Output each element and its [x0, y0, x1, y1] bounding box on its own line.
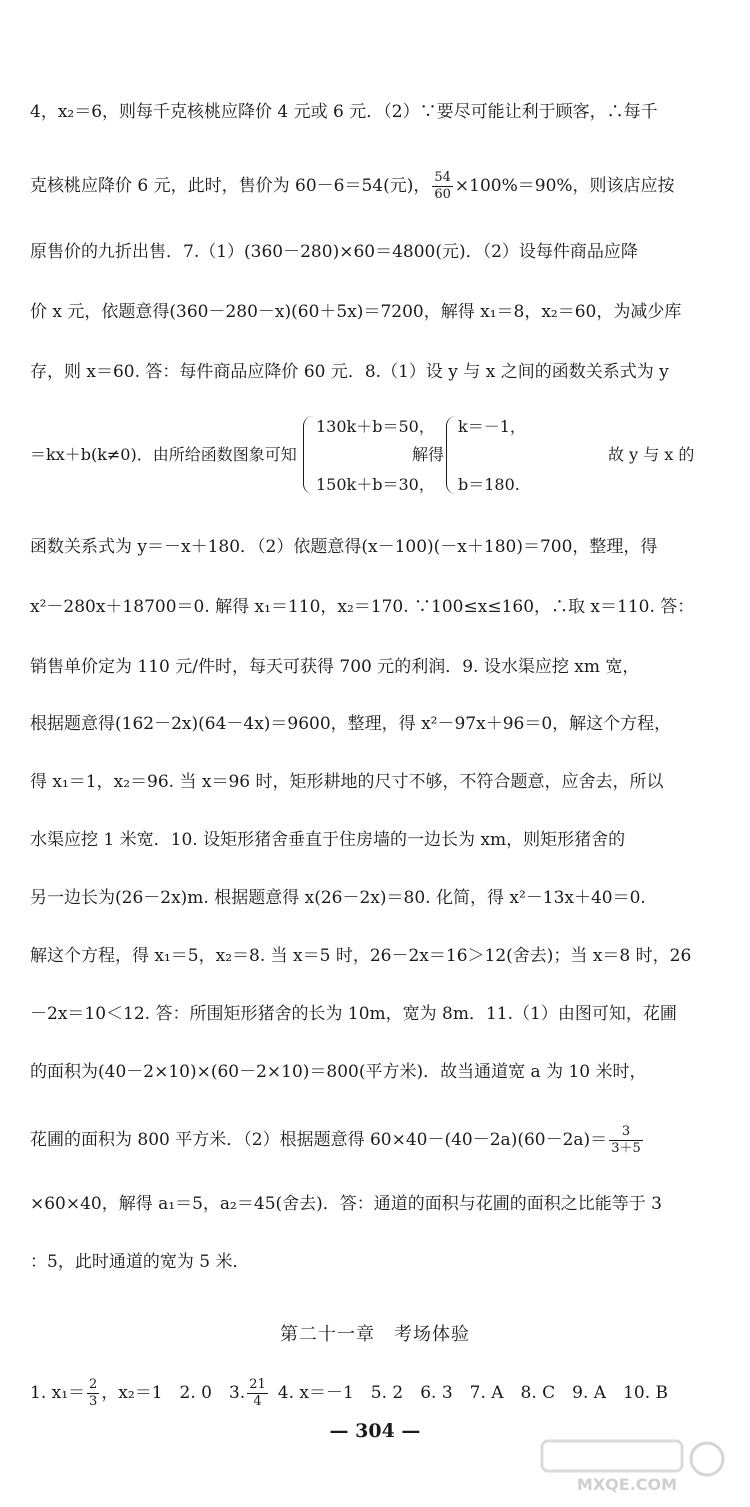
text-line-7: 函数关系式为 y＝－x＋180．（2）依题意得(x－100)(－x＋180)＝700，整理，得: [30, 537, 658, 557]
fraction-54-60: [432, 170, 453, 203]
text-line-3: 原售价的九折出售．7.（1）(360－280)×60＝4800(元)．（2）设每件商品应降: [30, 242, 638, 262]
fraction-denominator: 4: [253, 1394, 262, 1409]
text-line-17: [30, 1124, 720, 1157]
fraction-denominator: 60: [434, 187, 451, 202]
page-number: — 304 —: [329, 1420, 421, 1442]
text-line-6b: 解得: [412, 445, 445, 464]
text-line-12: 水渠应挖 1 米宽．10. 设矩形猪舍垂直于住房墙的一边长为 xm，则矩形猪舍的: [30, 830, 626, 850]
fraction-numerator: 2: [89, 1377, 98, 1392]
fraction-21-4: [247, 1377, 268, 1410]
fraction-3-over-3plus5: [609, 1124, 643, 1157]
text-line-19: ：5，此时通道的宽为 5 米．: [30, 1252, 250, 1272]
fraction-numerator: 3: [609, 1124, 643, 1141]
text-line-8: x²－280x＋18700＝0. 解得 x₁＝110，x₂＝170. ∵100≤x≤160，∴取 x＝110. 答：: [30, 597, 695, 617]
text-line-14: 解这个方程，得 x₁＝5，x₂＝8. 当 x＝5 时，26－2x＝16＞12(舍去)；当 x＝8 时，26: [30, 946, 692, 966]
fraction-numerator: 54: [434, 170, 451, 185]
system-1-eq-2: 150k＋b＝30，: [316, 475, 435, 494]
text-line-11: 得 x₁＝1，x₂＝96. 当 x＝96 时，矩形耕地的尺寸不够，不符合题意，应舍去，所以: [30, 772, 664, 792]
answer-1-prefix: 1. x₁＝: [30, 1383, 86, 1403]
watermark-logo: [522, 1435, 732, 1495]
fraction-denominator: 3＋5: [611, 1141, 641, 1156]
text-line-9: 销售单价定为 110 元/件时，每天可获得 700 元的利润．9. 设水渠应挖 xm 宽，: [30, 657, 640, 677]
fraction-numerator: 21: [249, 1377, 266, 1392]
answers-rest: 4. x＝－1 5. 2 6. 3 7. A 8. C 9. A 10. B: [277, 1383, 669, 1403]
text-line-2a: 克核桃应降价 6 元，此时，售价为 60－6＝54(元)，: [30, 176, 431, 196]
text-line-16: 的面积为(40－2×10)×(60－2×10)＝800(平方米)．故当通道宽 a 为 10 米时，: [30, 1062, 647, 1082]
answer-1-suffix: ，x₂＝1 2. 0 3.: [101, 1383, 246, 1403]
left-brace-2: [446, 416, 457, 494]
text-line-1: 4，x₂＝6，则每千克核桃应降价 4 元或 6 元．（2）∵要尽可能让利于顾客，∴每千: [30, 102, 658, 122]
text-line-6c: 故 y 与 x 的: [608, 445, 695, 464]
text-line-4: 价 x 元，依题意得(360－280－x)(60＋5x)＝7200，解得 x₁＝8，x₂＝60，为减少库: [30, 302, 682, 322]
text-line-2b: ×100%＝90%，则该店应按: [454, 176, 675, 196]
system-1-eq-1: 130k＋b＝50，: [316, 417, 435, 436]
watermark-circle: [691, 1443, 723, 1475]
text-line-6a: ＝kx＋b(k≠0)．由所给函数图象可知: [30, 445, 297, 464]
watermark-frame: [542, 1441, 682, 1471]
system-2-eq-2: b＝180.: [458, 475, 520, 494]
text-line-15: －2x＝10＜12. 答：所围矩形猪舍的长为 10m，宽为 8m．11.（1）由图可知，花圃: [30, 1004, 677, 1024]
text-line-10: 根据题意得(162－2x)(64－4x)＝9600，整理，得 x²－97x＋96＝0，解这个方程，: [30, 714, 672, 734]
fraction-denominator: 3: [89, 1394, 98, 1409]
chapter-heading: 第二十一章 考场体验: [280, 1324, 470, 1345]
text-line-5: 存，则 x＝60. 答：每件商品应降价 60 元．8.（1）设 y 与 x 之间的函数关系式为 y: [30, 362, 669, 382]
text-line-17a: 花圃的面积为 800 平方米．（2）根据题意得 60×40－(40－2a)(60－2a)＝: [30, 1130, 608, 1150]
fraction-2-3: [87, 1377, 99, 1410]
left-brace-1: [303, 416, 314, 494]
watermark-text: MXQE.COM: [576, 1475, 678, 1494]
text-line-2: [30, 170, 720, 203]
text-line-18: ×60×40，解得 a₁＝5，a₂＝45(舍去)．答：通道的面积与花圃的面积之比能等于 3: [30, 1194, 662, 1214]
system-2-eq-1: k＝－1，: [458, 417, 526, 436]
text-line-13: 另一边长为(26－2x)m. 根据题意得 x(26－2x)＝80. 化简，得 x²－13x＋40＝0.: [30, 888, 646, 908]
answers-line: [30, 1377, 720, 1410]
